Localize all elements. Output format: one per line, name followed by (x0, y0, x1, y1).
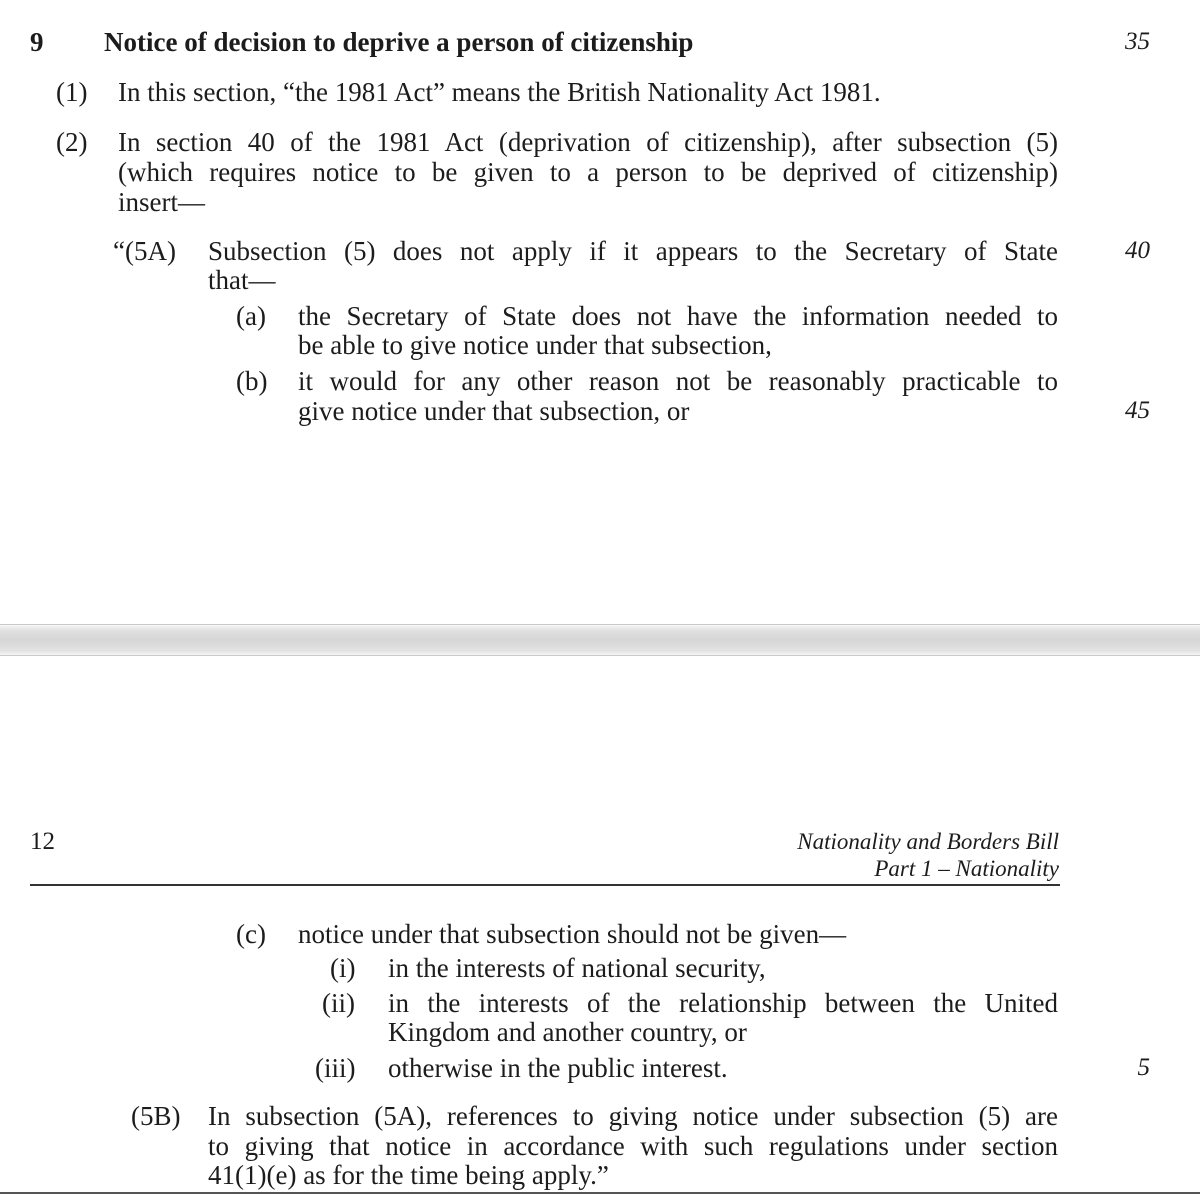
section-title: Notice of decision to deprive a person of citizenship (104, 27, 694, 57)
line-number: 40 (1125, 237, 1150, 264)
subitem-label: (i) (330, 953, 356, 983)
item-label: (c) (236, 919, 266, 949)
item-text: notice under that subsection should not be given— (298, 919, 847, 949)
running-header-title: Nationality and Borders Bill (797, 829, 1059, 854)
inserted-text-line: In subsection (5A), references to giving notice under subsection (5) are (208, 1101, 1058, 1131)
subitem-text-line: Kingdom and another country, or (388, 1017, 747, 1047)
inserted-text-line: Subsection (5) does not apply if it appears to the Secretary of State (208, 236, 1058, 266)
subitem-text: in the interests of national security, (388, 953, 766, 983)
item-text-line: give notice under that subsection, or (298, 396, 690, 426)
subsection-text: In this section, “the 1981 Act” means the British Nationality Act 1981. (118, 77, 881, 107)
item-text-line: be able to give notice under that subsection, (298, 330, 772, 360)
line-number: 45 (1125, 397, 1150, 424)
header-rule (30, 884, 1060, 886)
subsection-label: (2) (56, 127, 88, 157)
page-separator (0, 624, 1200, 656)
subsection-text-line: insert— (118, 187, 205, 217)
subitem-text-line: in the interests of the relationship between the United (388, 988, 1058, 1018)
page-number: 12 (30, 828, 55, 855)
running-header-part: Part 1 – Nationality (874, 856, 1059, 881)
subsection-text-line: In section 40 of the 1981 Act (deprivation of citizenship), after subsection (5) (118, 127, 1058, 157)
item-label: (b) (236, 366, 268, 396)
subsection-text-line: (which requires notice to be given to a person to be deprived of citizenship) (118, 157, 1058, 187)
line-number: 35 (1125, 28, 1150, 55)
item-label: (a) (236, 301, 266, 331)
item-text-line: the Secretary of State does not have the information needed to (298, 301, 1058, 331)
subitem-text: otherwise in the public interest. (388, 1053, 728, 1083)
inserted-subsection-label: (5B) (131, 1101, 181, 1131)
item-text-line: it would for any other reason not be reasonably practicable to (298, 366, 1058, 396)
subsection-label: (1) (56, 77, 88, 107)
section-number: 9 (30, 27, 44, 57)
inserted-text-line: 41(1)(e) as for the time being apply.” (208, 1160, 609, 1190)
inserted-text-line: that— (208, 265, 276, 295)
line-number: 5 (1137, 1054, 1150, 1081)
inserted-text-line: to giving that notice in accordance with such regulations under section (208, 1131, 1058, 1161)
subitem-label: (iii) (315, 1053, 356, 1083)
subitem-label: (ii) (322, 988, 355, 1018)
inserted-subsection-label: “(5A) (113, 236, 176, 266)
